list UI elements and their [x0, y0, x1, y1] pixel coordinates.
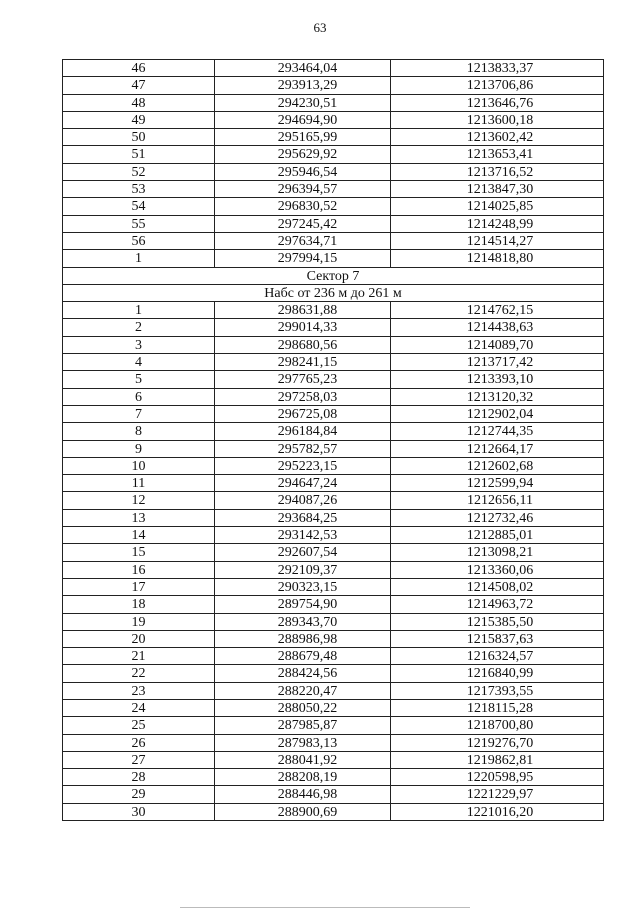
- table-row: [63, 717, 603, 734]
- x-coordinate: 287983,13: [215, 735, 391, 751]
- y-coordinate: 1213600,18: [466, 112, 534, 128]
- x-coordinate: 292607,54: [215, 544, 391, 560]
- y-coordinate: 1213646,76: [466, 95, 534, 111]
- x-coordinate: 288050,22: [215, 700, 391, 716]
- x-coordinate: 297765,23: [215, 371, 391, 387]
- y-coordinate: 1212744,35: [466, 424, 534, 440]
- x-coordinate: 295629,92: [215, 146, 391, 162]
- point-number: 20: [63, 631, 215, 647]
- x-coordinate: 296394,57: [215, 181, 391, 197]
- point-number: 53: [63, 181, 215, 197]
- y-coordinate: 1212902,04: [466, 406, 534, 422]
- x-coordinate: 295165,99: [215, 129, 391, 145]
- table-row: [63, 371, 603, 388]
- y-coordinate: 1214762,15: [466, 303, 534, 319]
- table-row: [63, 786, 603, 803]
- table-row: [63, 389, 603, 406]
- table-row: [63, 562, 603, 579]
- point-number: 54: [63, 198, 215, 214]
- y-coordinate: 1213706,86: [466, 78, 534, 94]
- point-number: 6: [63, 389, 215, 405]
- y-coordinate: 1219862,81: [466, 752, 534, 768]
- x-coordinate: 288208,19: [215, 769, 391, 785]
- x-coordinate: 297258,03: [215, 389, 391, 405]
- point-number: 16: [63, 562, 215, 578]
- point-number: 5: [63, 371, 215, 387]
- table-row: [63, 700, 603, 717]
- point-number: 24: [63, 700, 215, 716]
- x-coordinate: 295223,15: [215, 458, 391, 474]
- x-coordinate: 288424,56: [215, 665, 391, 681]
- point-number: 12: [63, 492, 215, 508]
- table-row: [63, 579, 603, 596]
- point-number: 26: [63, 735, 215, 751]
- point-number: 51: [63, 146, 215, 162]
- point-number: 1: [63, 250, 215, 266]
- y-coordinate: 1216324,57: [466, 649, 534, 665]
- point-number: 30: [63, 804, 215, 820]
- point-number: 3: [63, 337, 215, 353]
- y-coordinate: 1215837,63: [466, 631, 534, 647]
- point-number: 23: [63, 683, 215, 699]
- table-row: [63, 337, 603, 354]
- point-number: 50: [63, 129, 215, 145]
- table-row: [63, 164, 603, 181]
- table-row: [63, 544, 603, 561]
- x-coordinate: 288986,98: [215, 631, 391, 647]
- table-row: [63, 769, 603, 786]
- y-coordinate: 1212885,01: [466, 528, 534, 544]
- x-coordinate: 295946,54: [215, 164, 391, 180]
- y-coordinate: 1212602,68: [466, 458, 534, 474]
- point-number: 7: [63, 406, 215, 422]
- point-number: 4: [63, 354, 215, 370]
- point-number: 1: [63, 302, 215, 318]
- table-row: [63, 233, 603, 250]
- y-coordinate: 1221229,97: [466, 787, 534, 803]
- x-coordinate: 293142,53: [215, 527, 391, 543]
- point-number: 18: [63, 596, 215, 612]
- table-row: [63, 735, 603, 752]
- y-coordinate: 1214963,72: [466, 597, 534, 613]
- x-coordinate: 289343,70: [215, 614, 391, 630]
- table-row: [63, 216, 603, 233]
- x-coordinate: 294647,24: [215, 475, 391, 491]
- sector-title-row: [63, 268, 603, 285]
- y-coordinate: 1213653,41: [466, 147, 534, 163]
- point-number: 46: [63, 60, 215, 76]
- table-row: [63, 319, 603, 336]
- sector-subtitle-row: [63, 285, 603, 302]
- x-coordinate: 298631,88: [215, 302, 391, 318]
- table-body-after: [63, 302, 603, 821]
- point-number: 56: [63, 233, 215, 249]
- y-coordinate: 1213717,42: [466, 355, 534, 371]
- y-coordinate: 1214514,27: [466, 233, 534, 249]
- y-coordinate: 1214089,70: [466, 337, 534, 353]
- y-coordinate: 1214025,85: [466, 199, 534, 215]
- x-coordinate: 297245,42: [215, 216, 391, 232]
- y-coordinate: 1213393,10: [466, 372, 534, 388]
- table-row: [63, 250, 603, 267]
- x-coordinate: 293684,25: [215, 510, 391, 526]
- x-coordinate: 288900,69: [215, 804, 391, 820]
- point-number: 14: [63, 527, 215, 543]
- point-number: 48: [63, 95, 215, 111]
- y-coordinate: 1217393,55: [466, 683, 534, 699]
- point-number: 28: [63, 769, 215, 785]
- table-row: [63, 181, 603, 198]
- x-coordinate: 297634,71: [215, 233, 391, 249]
- y-coordinate: 1215385,50: [466, 614, 534, 630]
- point-number: 21: [63, 648, 215, 664]
- y-coordinate: 1218115,28: [467, 700, 533, 716]
- x-coordinate: 294087,26: [215, 492, 391, 508]
- table-row: [63, 146, 603, 163]
- y-coordinate: 1213847,30: [466, 182, 534, 198]
- point-number: 25: [63, 717, 215, 733]
- table-row: [63, 752, 603, 769]
- y-coordinate: 1214248,99: [466, 216, 534, 232]
- point-number: 49: [63, 112, 215, 128]
- point-number: 47: [63, 77, 215, 93]
- x-coordinate: 298241,15: [215, 354, 391, 370]
- x-coordinate: 296830,52: [215, 198, 391, 214]
- coordinates-table: [62, 59, 604, 821]
- table-row: [63, 804, 603, 821]
- x-coordinate: 288679,48: [215, 648, 391, 664]
- table-row: [63, 129, 603, 146]
- x-coordinate: 296725,08: [215, 406, 391, 422]
- table-row: [63, 458, 603, 475]
- y-coordinate: 1220598,95: [466, 770, 534, 786]
- x-coordinate: 294230,51: [215, 95, 391, 111]
- x-coordinate: 295782,57: [215, 441, 391, 457]
- x-coordinate: 288220,47: [215, 683, 391, 699]
- point-number: 29: [63, 786, 215, 802]
- point-number: 11: [63, 475, 215, 491]
- y-coordinate: 1221016,20: [466, 804, 534, 820]
- x-coordinate: 288041,92: [215, 752, 391, 768]
- y-coordinate: 1214818,80: [466, 251, 534, 267]
- table-row: [63, 510, 603, 527]
- table-row: [63, 112, 603, 129]
- table-row: [63, 198, 603, 215]
- x-coordinate: 294694,90: [215, 112, 391, 128]
- x-coordinate: 299014,33: [215, 319, 391, 335]
- y-coordinate: 1212599,94: [466, 476, 534, 492]
- table-row: [63, 95, 603, 112]
- table-row: [63, 648, 603, 665]
- point-number: 27: [63, 752, 215, 768]
- x-coordinate: 292109,37: [215, 562, 391, 578]
- x-coordinate: 297994,15: [215, 250, 391, 266]
- y-coordinate: 1212732,46: [466, 510, 534, 526]
- table-row: [63, 527, 603, 544]
- x-coordinate: 296184,84: [215, 423, 391, 439]
- x-coordinate: 293913,29: [215, 77, 391, 93]
- y-coordinate: 1213602,42: [466, 130, 534, 146]
- page-number: 63: [313, 20, 327, 35]
- table-row: [63, 475, 603, 492]
- table-row: [63, 423, 603, 440]
- point-number: 55: [63, 216, 215, 232]
- table-row: [63, 683, 603, 700]
- table-row: [63, 596, 603, 613]
- x-coordinate: 287985,87: [215, 717, 391, 733]
- y-coordinate: 1218700,80: [466, 718, 534, 734]
- y-coordinate: 1213833,37: [466, 61, 534, 76]
- y-coordinate: 1213716,52: [466, 164, 534, 180]
- point-number: 2: [63, 319, 215, 335]
- point-number: 15: [63, 544, 215, 560]
- point-number: 10: [63, 458, 215, 474]
- y-coordinate: 1212656,11: [467, 493, 533, 509]
- table-row: [63, 614, 603, 631]
- table-row: [63, 492, 603, 509]
- table-row: [63, 406, 603, 423]
- point-number: 19: [63, 614, 215, 630]
- x-coordinate: 298680,56: [215, 337, 391, 353]
- point-number: 9: [63, 441, 215, 457]
- table-row: [63, 441, 603, 458]
- y-coordinate: 1219276,70: [466, 735, 534, 751]
- sector-title: Сектор 7: [306, 268, 360, 284]
- point-number: 13: [63, 510, 215, 526]
- y-coordinate: 1216840,99: [466, 666, 534, 682]
- point-number: 17: [63, 579, 215, 595]
- x-coordinate: 293464,04: [215, 60, 391, 76]
- point-number: 8: [63, 423, 215, 439]
- x-coordinate: 288446,98: [215, 786, 391, 802]
- point-number: 52: [63, 164, 215, 180]
- y-coordinate: 1214438,63: [466, 320, 534, 336]
- bottom-rule: [180, 907, 470, 908]
- point-number: 22: [63, 665, 215, 681]
- y-coordinate: 1212664,17: [466, 441, 534, 457]
- y-coordinate: 1213098,21: [466, 545, 534, 561]
- table-body-before: [63, 60, 603, 268]
- y-coordinate: 1213360,06: [466, 562, 534, 578]
- table-row: [63, 60, 603, 77]
- table-row: [63, 77, 603, 94]
- y-coordinate: 1213120,32: [466, 389, 534, 405]
- sector-subtitle: Набс от 236 м до 261 м: [264, 285, 402, 301]
- x-coordinate: 290323,15: [215, 579, 391, 595]
- table-row: [63, 354, 603, 371]
- x-coordinate: 289754,90: [215, 596, 391, 612]
- table-row: [63, 665, 603, 682]
- table-row: [63, 302, 603, 319]
- y-coordinate: 1214508,02: [466, 579, 534, 595]
- table-row: [63, 631, 603, 648]
